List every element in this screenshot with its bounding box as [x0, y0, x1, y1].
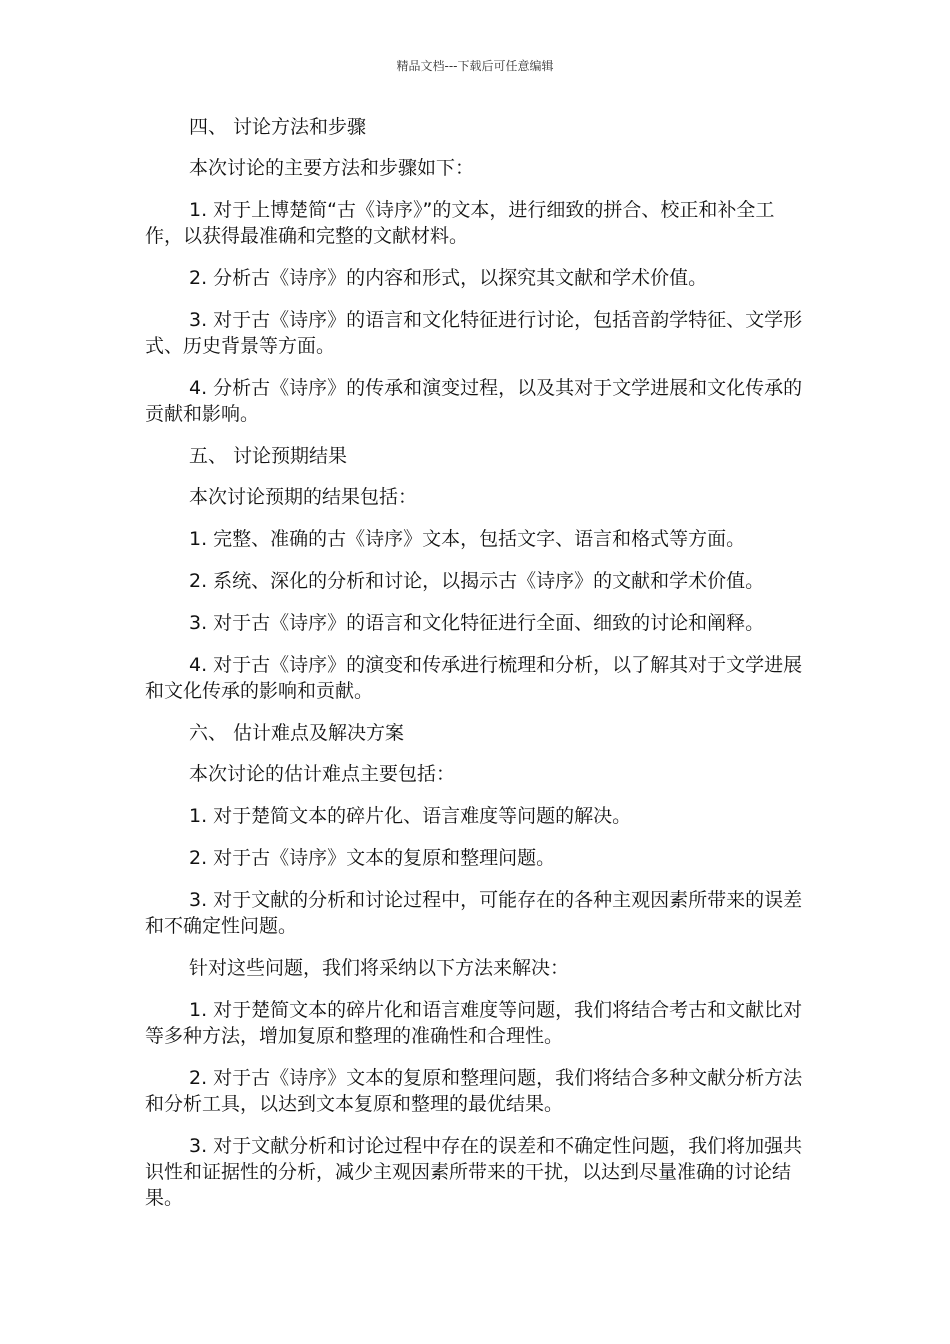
paragraph: 1. 对于楚简文本的碎片化和语言难度等问题，我们将结合考古和文献比对等多种方法，增加复原和整理的准确性和合理性。 — [145, 999, 803, 1047]
paragraph: 1. 对于楚简文本的碎片化、语言难度等问题的解决。 — [189, 805, 632, 827]
paragraph: 4. 分析古《诗序》的传承和演变过程，以及其对于文学进展和文化传承的贡献和影响。 — [145, 377, 803, 425]
paragraph: 3. 对于古《诗序》的语言和文化特征进行全面、细致的讨论和阐释。 — [189, 612, 765, 634]
paragraph: 2. 对于古《诗序》文本的复原和整理问题，我们将结合多种文献分析方法和分析工具，以达到文本复原和整理的最优结果。 — [145, 1067, 803, 1115]
paragraph: 3. 对于文献的分析和讨论过程中，可能存在的各种主观因素所带来的误差和不确定性问题。 — [145, 889, 803, 937]
document-body — [145, 114, 810, 1227]
section-heading: 五、 讨论预期结果 — [189, 445, 348, 467]
section-heading: 六、 估计难点及解决方案 — [189, 722, 405, 744]
paragraph: 本次讨论预期的结果包括： — [189, 486, 418, 508]
paragraph: 针对这些问题，我们将采纳以下方法来解决： — [189, 957, 570, 979]
paragraph: 4. 对于古《诗序》的演变和传承进行梳理和分析，以了解其对于文学进展和文化传承的影响和贡献。 — [145, 654, 803, 702]
paragraph: 2. 系统、深化的分析和讨论，以揭示古《诗序》的文献和学术价值。 — [189, 570, 765, 592]
paragraph: 本次讨论的估计难点主要包括： — [189, 763, 456, 785]
section-heading: 四、 讨论方法和步骤 — [189, 116, 367, 138]
paragraph: 3. 对于古《诗序》的语言和文化特征进行讨论，包括音韵学特征、文学形式、历史背景等方面。 — [145, 309, 803, 357]
paragraph: 2. 对于古《诗序》文本的复原和整理问题。 — [189, 847, 556, 869]
paragraph: 3. 对于文献分析和讨论过程中存在的误差和不确定性问题，我们将加强共识性和证据性的分析，减少主观因素所带来的干扰，以达到尽量准确的讨论结果。 — [145, 1135, 803, 1209]
paragraph: 2. 分析古《诗序》的内容和形式，以探究其文献和学术价值。 — [189, 267, 708, 289]
paragraph: 本次讨论的主要方法和步骤如下： — [189, 157, 475, 179]
paragraph: 1. 完整、准确的古《诗序》文本，包括文字、语言和格式等方面。 — [189, 528, 746, 550]
paragraph: 1. 对于上博楚简“古《诗序》”的文本，进行细致的拼合、校正和补全工作，以获得最准确和完整的文献材料。 — [145, 199, 775, 247]
page-header: 精品文档---下载后可任意编辑 — [396, 59, 554, 73]
